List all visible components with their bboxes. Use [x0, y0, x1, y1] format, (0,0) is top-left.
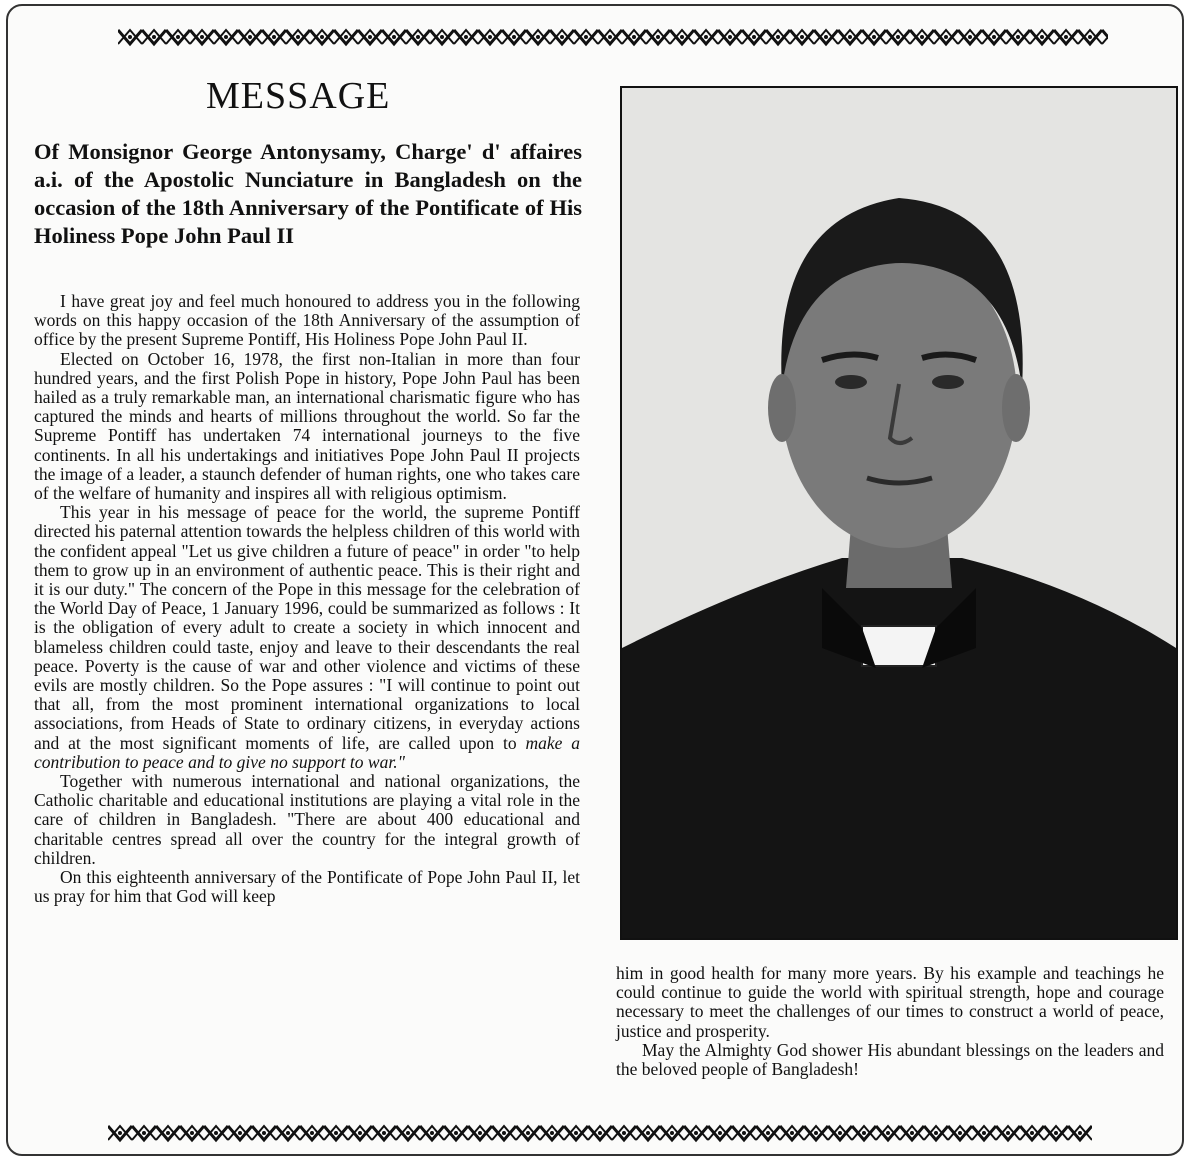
zigzag-border-icon	[108, 1120, 1092, 1146]
paragraph: I have great joy and feel much honoured to address you in the following words on this happy occasion of the 18th Anniversary of the assumption of office by the present Supreme Pontiff, His Holiness Pope John Paul II.	[34, 291, 580, 350]
paragraph: him in good health for many more years. By his example and teachings he could continue to guide the world with spiritual strength, hope and courage necessary to meet the challenges of our times to construct a world of peace, justice and prosperity.	[616, 963, 1164, 1041]
paragraph	[34, 503, 580, 772]
zigzag-border-icon	[118, 24, 1108, 50]
paragraph: On this eighteenth anniversary of the Pontificate of Pope John Paul II, let us pray for him that God will keep	[34, 867, 580, 907]
paragraph: May the Almighty God shower His abundant blessings on the leaders and the beloved people of Bangladesh!	[616, 1039, 1164, 1080]
paragraph: Elected on October 16, 1978, the first non-Italian in more than four hundred years, and the first Polish Pope in history, Pope John Paul has been hailed as a truly remarkable man, an international charismatic figure who has captured the minds and hearts of millions throughout the world. So far the Supreme Pontiff has undertaken 74 international journeys to the five continents. In all his undertakings and initiatives Pope John Paul II projects the image of a leader, a staunch defender of human rights, one who takes care of the welfare of humanity and inspires all with religious optimism.	[34, 348, 580, 504]
paragraph-italic-text: make a contribution to peace and to give no support to war."	[34, 732, 580, 772]
paragraph-text: This year in his message of peace for the world, the supreme Pontiff directed his paternal attention towards the helpless children of this world with the confident appeal "Let us give children a future of peace" in order "to help them to grow up in an environment of authentic peace. This is their right and it is our duty." The concern of the Pope in this message for the celebration of the World Day of Peace, 1 January 1996, could be summarized as follows : It is the obligation of every adult to create a society in which innocent and blameless children could taste, enjoy and leave to their descendants the real peace. Poverty is the cause of war and other violence and victims of these evils are mostly children. So the Pope assures : "I will continue to point out that all, from the most prominent international organizations to local associations, from Heads of State to ordinary citizens, in everyday actions and at the most significant moments of life, are called upon to	[34, 502, 580, 753]
paragraph: Together with numerous international and national organizations, the Catholic charitable and educational institutions are playing a vital role in the care of children in Bangladesh. "There are about 400 educational and charitable centres spread all over the country for the integral growth of children.	[34, 771, 580, 868]
portrait-photo	[620, 86, 1178, 940]
decorative-border-bottom	[108, 1120, 1092, 1146]
portrait-photo-icon	[622, 88, 1176, 938]
article-body-left	[34, 292, 580, 907]
page-title: MESSAGE	[206, 75, 391, 117]
article-body-right	[616, 964, 1164, 1079]
decorative-border-top	[118, 24, 1108, 50]
page-subtitle: Of Monsignor George Antonysamy, Charge' d' affaires a.i. of the Apostolic Nunciature in Bangladesh on the occasion of the 18th Anniversary of the Pontificate of His Holiness Pope John Paul II	[34, 139, 582, 248]
newspaper-clipping	[6, 4, 1184, 1156]
